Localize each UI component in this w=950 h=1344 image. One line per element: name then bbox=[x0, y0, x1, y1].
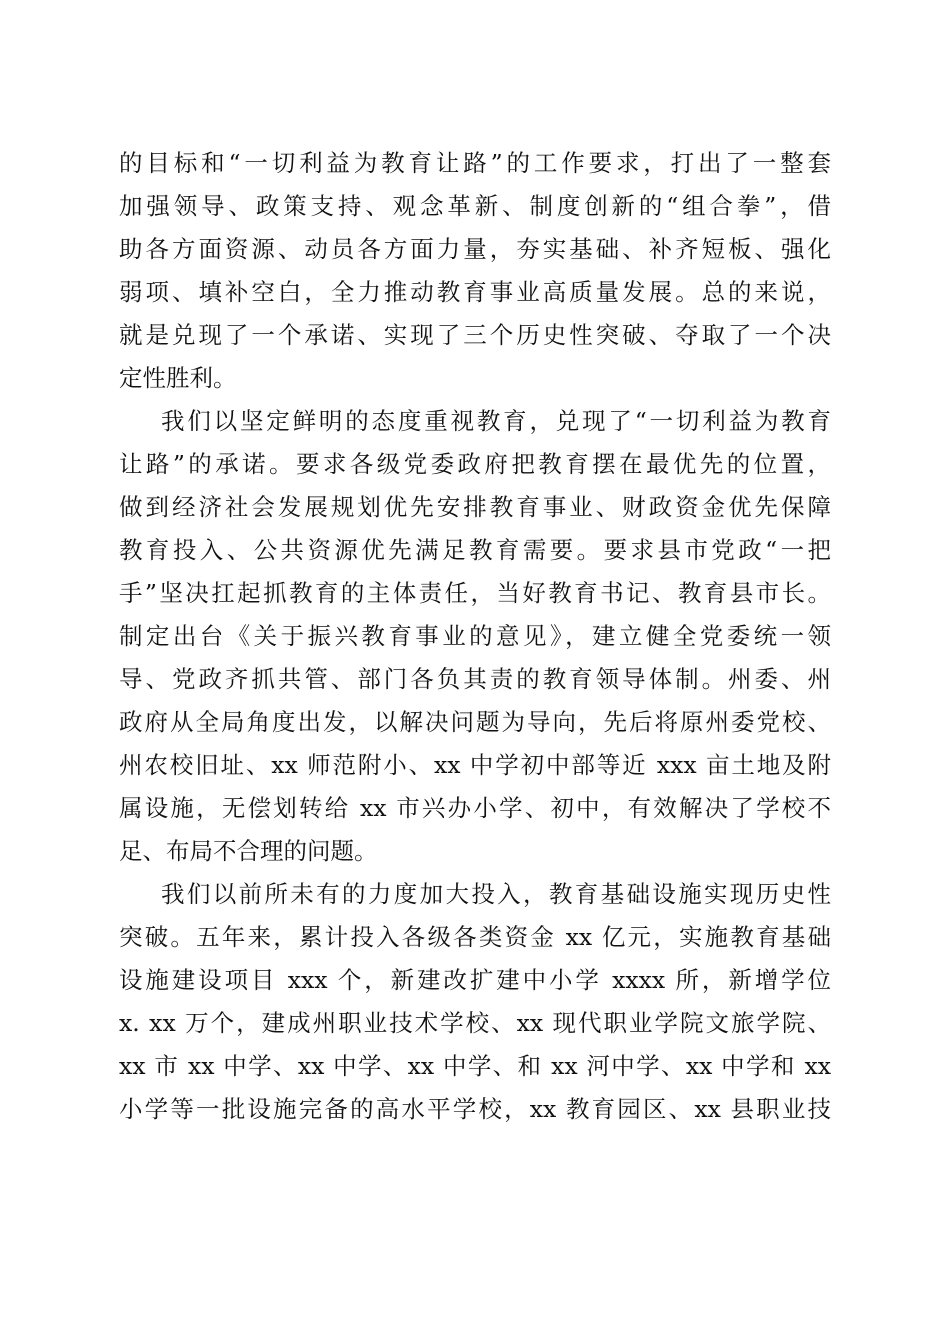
text-line-21: x. xx 万个，建成州职业技术学校、xx 现代职业学院文旅学院、 bbox=[119, 1009, 831, 1037]
text-line-22: xx 市 xx 中学、xx 中学、xx 中学、和 xx 河中学、xx 中学和 xx bbox=[119, 1052, 831, 1080]
text-line-13: 导、党政齐抓共管、部门各负其责的教育领导体制。州委、州 bbox=[119, 665, 831, 693]
text-line-10: 教育投入、公共资源优先满足教育需要。要求县市党政“一把 bbox=[119, 536, 831, 564]
text-line-5: 就是兑现了一个承诺、实现了三个历史性突破、夺取了一个决 bbox=[119, 321, 831, 349]
text-line-20: 设施建设项目 xxx 个，新建改扩建中小学 xxxx 所，新增学位 bbox=[119, 966, 831, 994]
text-line-11: 手”坚决扛起抓教育的主体责任，当好教育书记、教育县市长。 bbox=[119, 579, 831, 607]
text-line-2: 加强领导、政策支持、观念革新、制度创新的“组合拳”，借 bbox=[119, 192, 831, 220]
text-line-1: 的目标和“一切利益为教育让路”的工作要求，打出了一整套 bbox=[119, 149, 831, 177]
text-line-12: 制定出台《关于振兴教育事业的意见》，建立健全党委统一领 bbox=[119, 622, 831, 650]
text-line-8: 让路”的承诺。要求各级党委政府把教育摆在最优先的位置， bbox=[119, 450, 831, 478]
text-line-7: 我们以坚定鲜明的态度重视教育，兑现了“一切利益为教育 bbox=[161, 407, 831, 435]
text-line-17: 足、布局不合理的问题。 bbox=[119, 837, 378, 865]
document-body bbox=[119, 142, 831, 1131]
text-line-16: 属设施，无偿划转给 xx 市兴办小学、初中，有效解决了学校不 bbox=[119, 794, 831, 822]
text-line-3: 助各方面资源、动员各方面力量，夯实基础、补齐短板、强化 bbox=[119, 235, 831, 263]
text-line-23: 小学等一批设施完备的高水平学校，xx 教育园区、xx 县职业技 bbox=[119, 1095, 831, 1123]
text-line-19: 突破。五年来，累计投入各级各类资金 xx 亿元，实施教育基础 bbox=[119, 923, 831, 951]
text-line-4: 弱项、填补空白，全力推动教育事业高质量发展。总的来说， bbox=[119, 278, 831, 306]
text-line-9: 做到经济社会发展规划优先安排教育事业、财政资金优先保障 bbox=[119, 493, 831, 521]
text-line-15: 州农校旧址、xx 师范附小、xx 中学初中部等近 xxx 亩土地及附 bbox=[119, 751, 831, 779]
text-line-18: 我们以前所未有的力度加大投入，教育基础设施实现历史性 bbox=[161, 880, 831, 908]
text-line-14: 政府从全局角度出发，以解决问题为导向，先后将原州委党校、 bbox=[119, 708, 831, 736]
text-line-6: 定性胜利。 bbox=[119, 364, 237, 392]
